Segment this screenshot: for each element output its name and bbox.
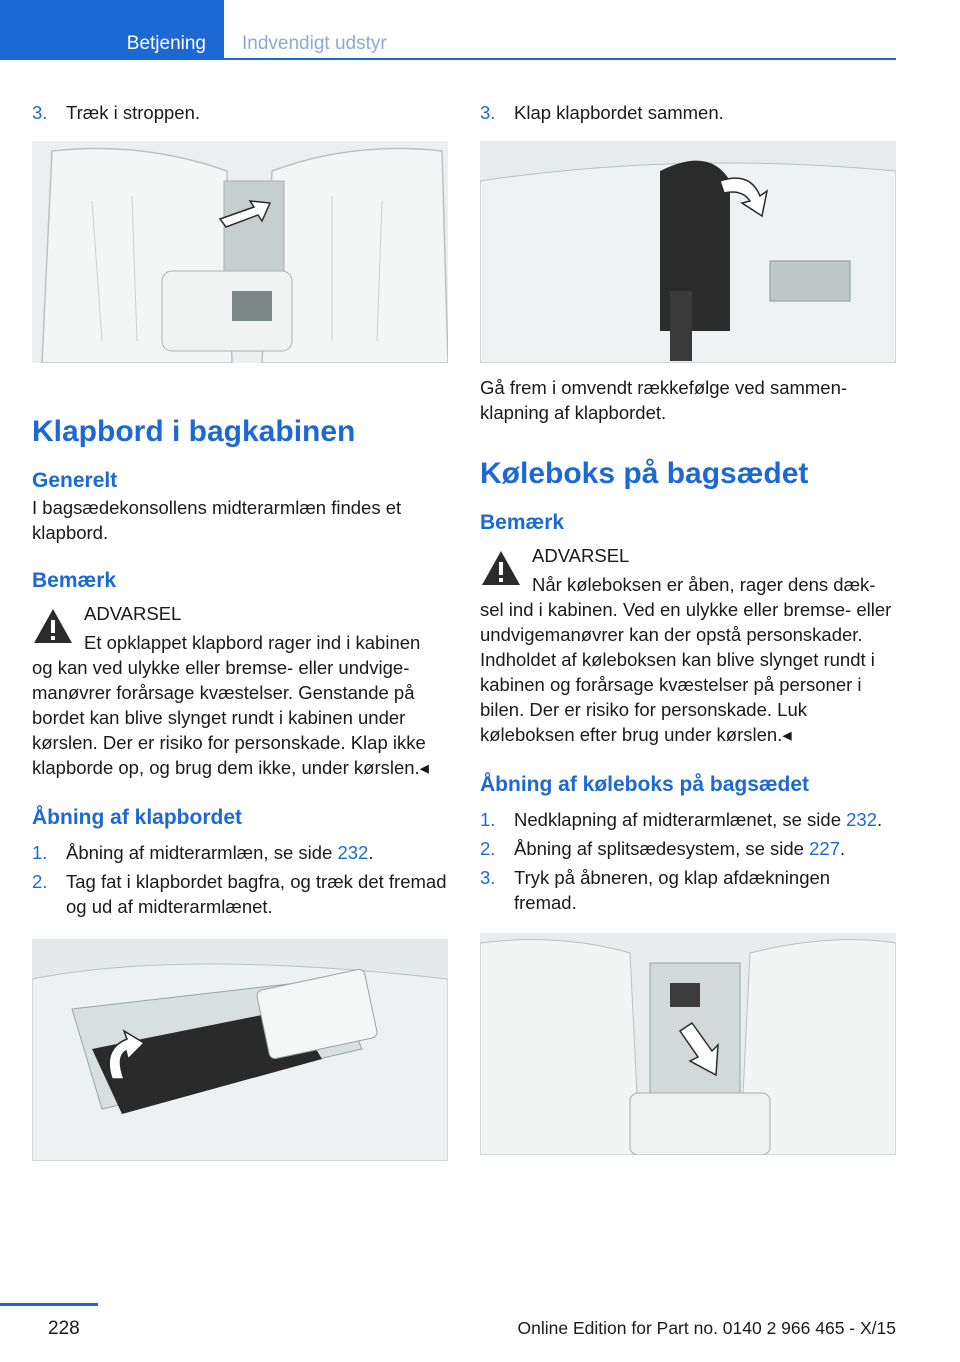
generelt-heading: Generelt — [32, 469, 118, 492]
tab-betjening[interactable]: Betjening — [0, 28, 224, 60]
step-item — [32, 869, 448, 919]
step-number: 1. — [480, 809, 496, 830]
bemaerk-heading: Bemærk — [32, 569, 117, 592]
step-item — [32, 100, 448, 125]
step-text: Åbning af midterarmlæn, se side — [66, 842, 338, 863]
warning-text-first: Når køleboksen er åben, rager dens dæk- — [532, 574, 876, 595]
reverse-text: Gå frem i omvendt rækkefølge ved sammenklapning af klapbordet. — [480, 377, 848, 423]
warning-label: ADVARSEL — [532, 545, 630, 566]
step-item — [480, 865, 896, 915]
step-item: 1. Nedklapning af midterarmlænet, se side 232. — [480, 809, 883, 830]
step-item — [480, 100, 896, 125]
step-text: Klap klapbordet sammen. — [514, 102, 724, 123]
step-number: 1. — [32, 842, 48, 863]
step-item: 2. Åbning af splitsædesystem, se side 227. — [480, 838, 846, 859]
page-link[interactable]: 232 — [846, 809, 878, 830]
page-link[interactable]: 227 — [809, 838, 840, 859]
cooler-box-illustration — [480, 933, 896, 1155]
step-number: 3. — [480, 867, 496, 888]
open-heading: Åbning af klapbordet — [32, 806, 242, 829]
step-number: 3. — [480, 102, 496, 123]
page-link[interactable]: 232 — [337, 842, 369, 863]
warning-block — [32, 601, 448, 780]
step-text: Åbning af splitsædesystem, se side — [514, 838, 810, 859]
armrest-table-illustration — [32, 939, 448, 1161]
footer-rule — [0, 1303, 98, 1306]
edition-info: Online Edition for Part no. 0140 2 966 465 - X/15 — [517, 1318, 896, 1338]
section-title: Klapbord i bagkabinen — [32, 415, 356, 448]
step-number: 2. — [32, 871, 48, 892]
open-steps — [480, 807, 896, 915]
warning-text-first: Et opklappet klapbord rager ind i kabinen — [84, 632, 421, 653]
left-column — [32, 100, 448, 1161]
open-heading: Åbning af køleboks på bagsædet — [480, 773, 810, 796]
warning-icon — [32, 607, 74, 645]
step-text: Træk i stroppen. — [66, 102, 200, 123]
rear-seat-strap-illustration — [32, 141, 448, 363]
warning-text-rest: sel ind i kabinen. Ved en ulykke eller bremse- eller undvigemanøvrer kan der opstå personskader. Indholdet af køleboksen kan blive slynget rundt i kabinen og forårsage kvæstelser på personer i bilen. Der er risiko for personskade. Luk køleboksen efter brug under kørslen.◂ — [480, 599, 892, 745]
step-text: Tryk på åbneren, og klap afdækningen fremad. — [514, 867, 831, 913]
step-text: Nedklapning af midterarmlænet, se side — [514, 809, 847, 830]
tab-indvendigt-udstyr[interactable]: Indvendigt udstyr — [242, 33, 387, 54]
fold-table-illustration — [480, 141, 896, 363]
warning-text-rest: og kan ved ulykke eller bremse- eller undvigemanøvrer forårsage kvæstelser. Genstande på bordet kan blive slynget rundt i kabinen under kørslen. Der er risiko for personskade. Klap ikke klapborde op, og brug dem ikke, under kørslen.◂ — [32, 657, 429, 778]
bemaerk-heading: Bemærk — [480, 511, 565, 534]
header-rule — [224, 58, 896, 60]
step-text: Tag fat i klapbordet bagfra, og træk det fremad og ud af midterarmlænet. — [66, 871, 447, 917]
warning-label: ADVARSEL — [84, 603, 182, 624]
right-column — [480, 100, 896, 1155]
section-title: Køleboks på bagsædet — [480, 457, 809, 490]
warning-icon — [480, 549, 522, 587]
step-number: 2. — [480, 838, 496, 859]
page-number: 228 — [48, 1318, 80, 1339]
step-number: 3. — [32, 102, 48, 123]
open-steps — [32, 840, 448, 919]
step-item: 1. Åbning af midterarmlæn, se side 232. — [32, 842, 374, 863]
warning-block — [480, 543, 896, 747]
generelt-text: I bagsædekonsollens midterarmlæn findes et klapbord. — [32, 497, 402, 543]
header-bar — [0, 0, 224, 28]
